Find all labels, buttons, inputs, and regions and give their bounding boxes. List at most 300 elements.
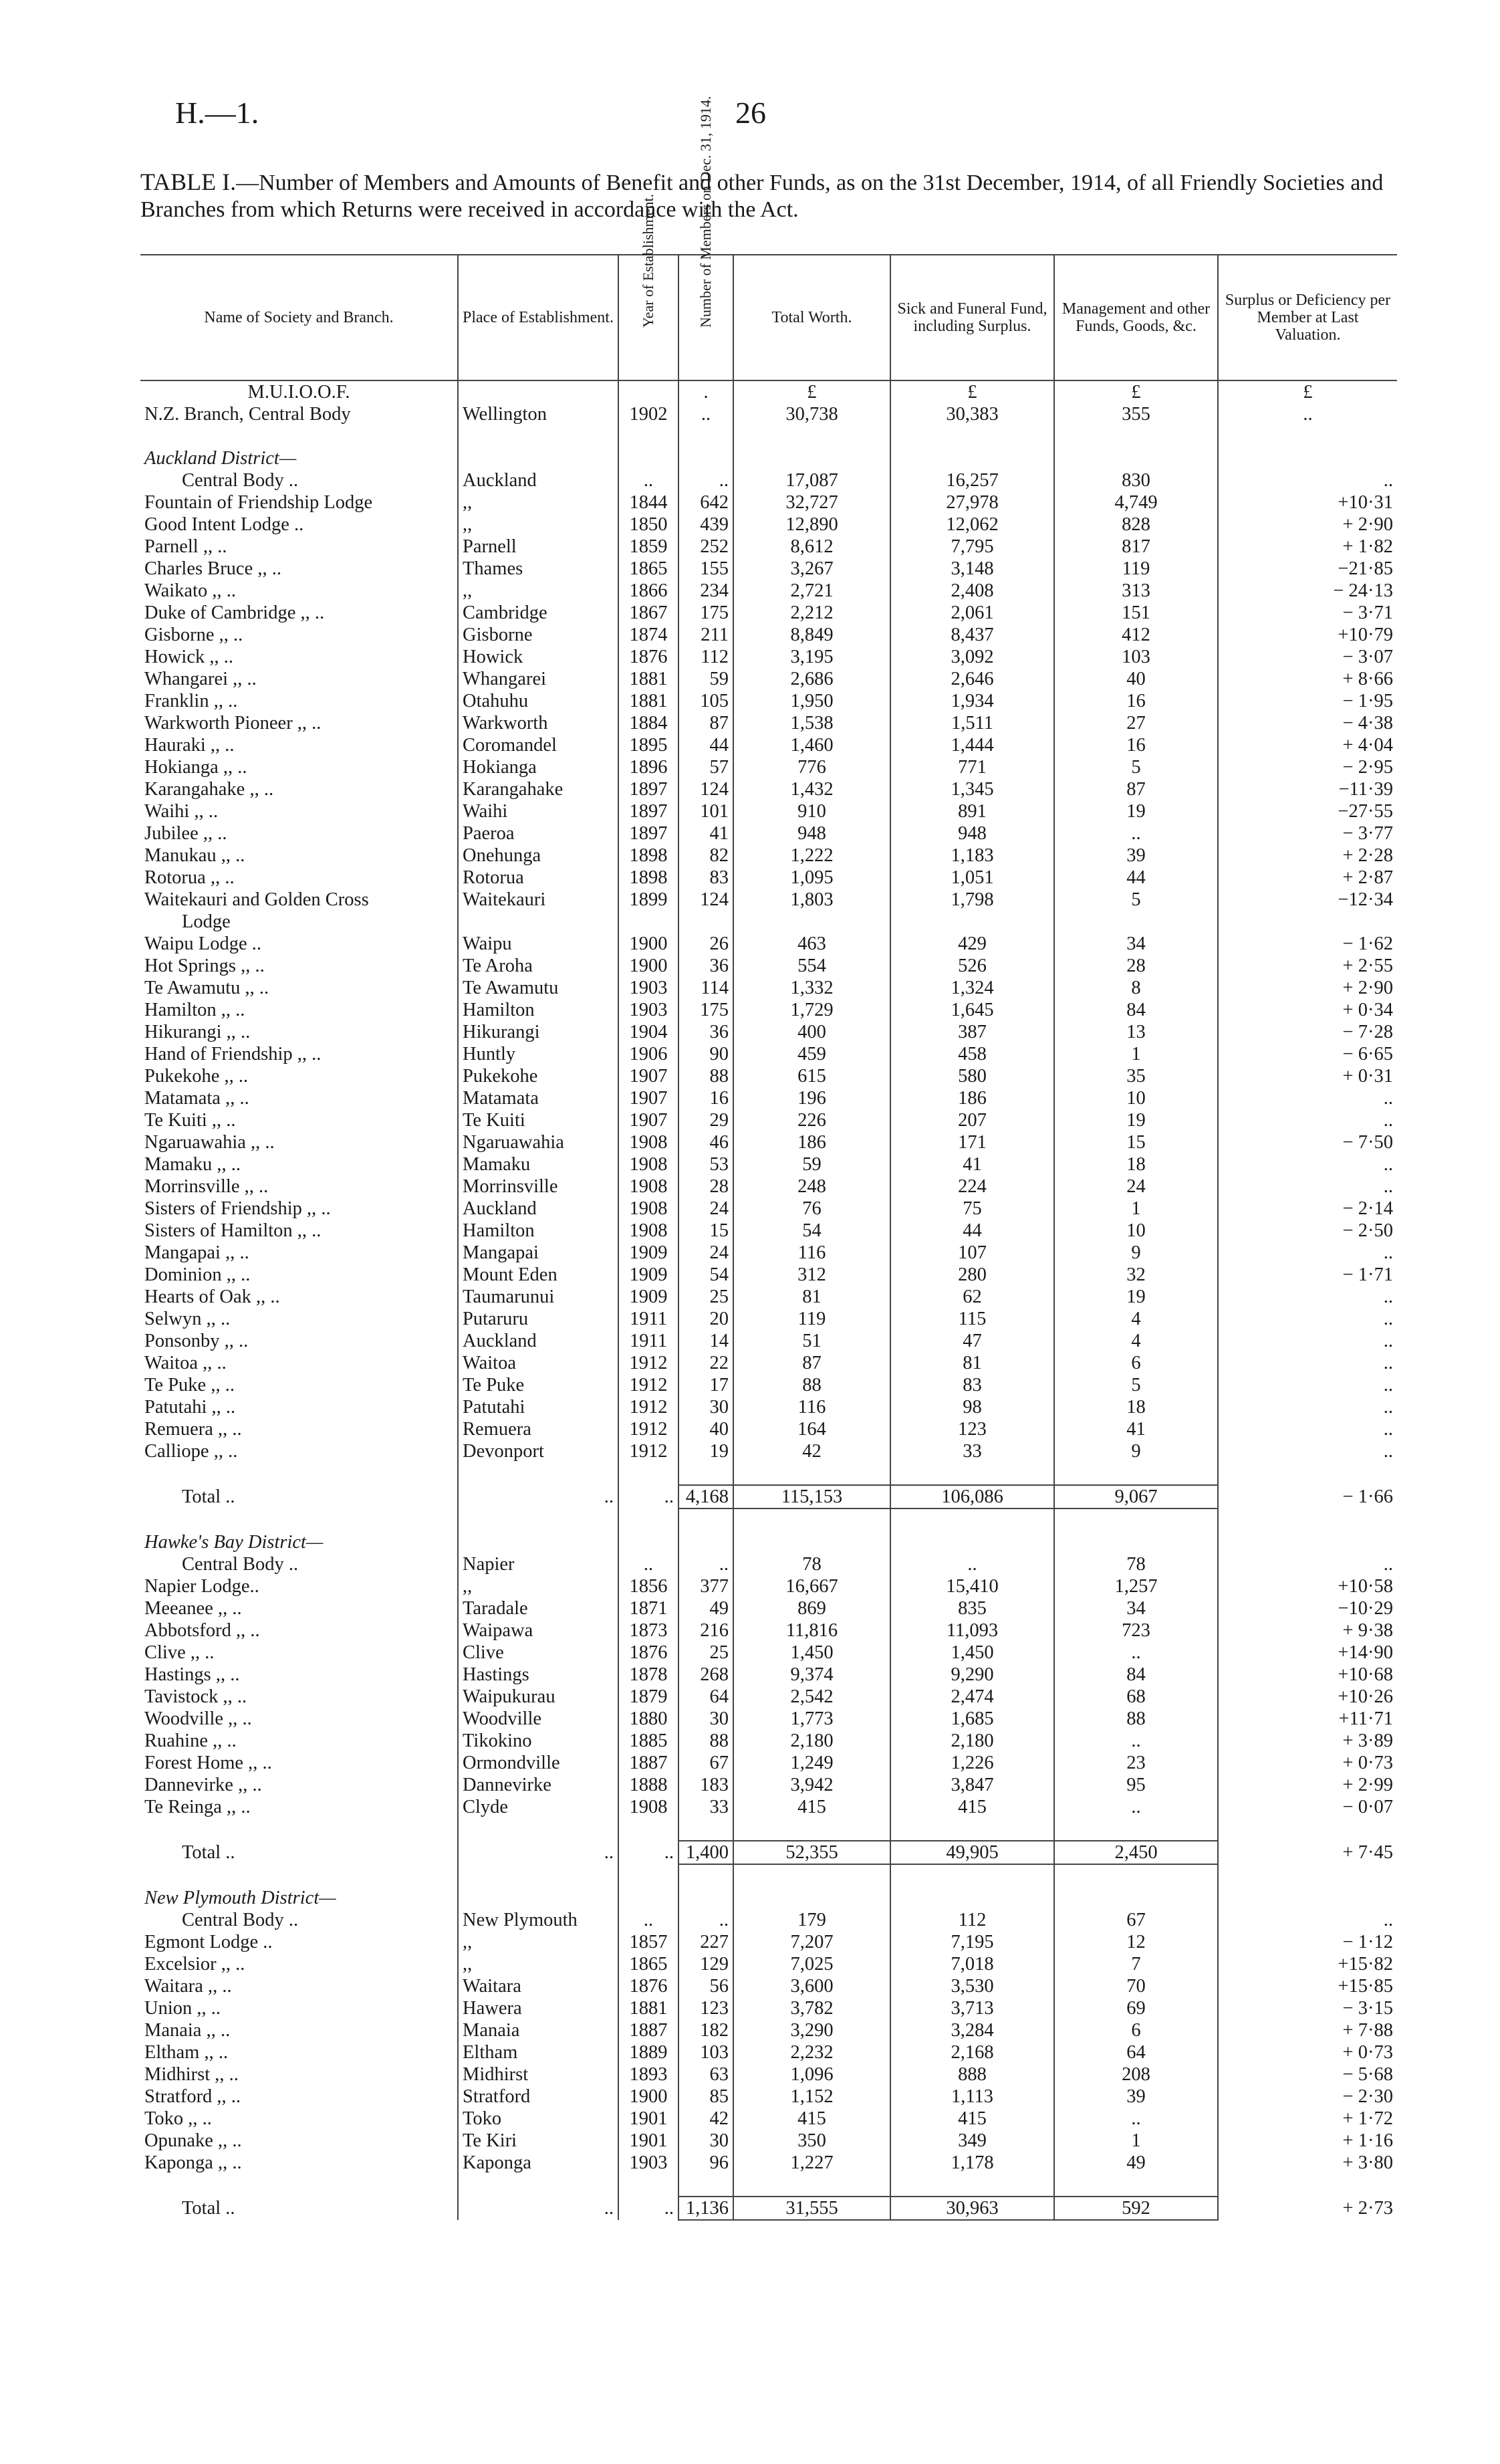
cell-members: 14 [678,1330,733,1352]
cell-year: 1850 [618,514,678,536]
cell-members: 25 [678,1286,733,1308]
cell-worth: 54 [733,1220,890,1242]
cell-year: 1907 [618,1109,678,1131]
cell-name: Egmont Lodge .. [144,1932,273,1952]
cell-place: Waitoa [458,1352,618,1374]
district-heading-row [140,1531,1397,1553]
cell-year: 1887 [618,2019,678,2041]
cell-members: 22 [678,1352,733,1374]
cell-place: Mount Eden [458,1264,618,1286]
cell-place: ,, [458,580,618,602]
spacer-cell [1054,1508,1218,1531]
cell-mgmt: 19 [1054,1109,1218,1131]
cell-place: Waipu [458,933,618,955]
cell-mgmt: 49 [1054,2152,1218,2174]
lodge-row [140,1418,1397,1440]
cell-surplus: − 2·50 [1218,1220,1397,1242]
cell-place: Waitara [458,1975,618,1997]
cell-sick: 1,324 [890,977,1054,999]
cell-worth: 59 [733,1153,890,1175]
lodge-row [140,977,1397,999]
cell-year: 1899 [618,889,678,911]
cell-surplus: .. [1218,1109,1397,1131]
cell-mgmt: 1 [1054,1043,1218,1065]
cell-place: Te Puke [458,1374,618,1396]
cell-mgmt: 10 [1054,1220,1218,1242]
lodge-row [140,668,1397,690]
cell-worth: 1,096 [733,2063,890,2086]
total-mgmt: 592 [1054,2197,1218,2220]
cell-surplus: +10·26 [1218,1686,1397,1708]
central-mgmt: 355 [1054,403,1218,425]
cell-year: 1867 [618,602,678,624]
cell-sick: 3,284 [890,2019,1054,2041]
cell-place: ,, [458,1953,618,1975]
cell-mgmt: 817 [1054,536,1218,558]
cell-name: Fountain of Friendship Lodge [144,492,373,513]
cell-year: 1901 [618,2130,678,2152]
cell-sick: 387 [890,1021,1054,1043]
lodge-row [140,1043,1397,1065]
cell-name: Napier Lodge.. [144,1576,259,1597]
lodge-row [140,2086,1397,2108]
cell-place: Putaruru [458,1308,618,1330]
column-header-row [140,255,1397,380]
cell-year: 1879 [618,1686,678,1708]
cell-members: 44 [678,734,733,756]
cell-place: Manaia [458,2019,618,2041]
cell-name: Franklin ,, .. [144,691,238,711]
lodge-row [140,646,1397,668]
empty-cell [890,1887,1054,1909]
cell-name: Ngaruawahia ,, .. [144,1132,275,1153]
cell-sick: 2,180 [890,1730,1054,1752]
cell-worth: 1,460 [733,734,890,756]
cell-surplus: + 3·89 [1218,1730,1397,1752]
cell-name: Ponsonby ,, .. [144,1331,249,1351]
central-place: Wellington [458,403,618,425]
spacer-cell [890,1818,1054,1841]
cell-worth: 3,267 [733,558,890,580]
cell-sick: 2,474 [890,1686,1054,1708]
cell-members: 90 [678,1043,733,1065]
cell-year: 1897 [618,778,678,800]
cell-surplus: −21·85 [1218,558,1397,580]
cell-surplus: + 2·87 [1218,867,1397,889]
cell-worth: 869 [733,1597,890,1619]
cell-members: 30 [678,1708,733,1730]
cell-members: .. [678,1553,733,1575]
cell-worth: 88 [733,1374,890,1396]
cell-sick: 3,713 [890,1997,1054,2019]
district-heading-row [140,1887,1397,1909]
cell-surplus: .. [1218,1909,1397,1931]
cell-sick: 1,051 [890,867,1054,889]
cell-place: Karangahake [458,778,618,800]
cell-mgmt: 4,749 [1054,491,1218,514]
cell-sick: 771 [890,756,1054,778]
cell-mgmt: 87 [1054,778,1218,800]
lodge-row [140,514,1397,536]
cell-name: Hamilton ,, .. [144,1000,245,1020]
cell-sick: 186 [890,1087,1054,1109]
cell-place: Hamilton [458,999,618,1021]
cell-surplus: −11·39 [1218,778,1397,800]
cell-name: Mamaku ,, .. [144,1154,241,1175]
lodge-row [140,712,1397,734]
cell-mgmt: 830 [1054,469,1218,491]
cell-year: 1900 [618,933,678,955]
cell-surplus: + 3·80 [1218,2152,1397,2174]
cell-mgmt: 84 [1054,999,1218,1021]
cell-year: 1906 [618,1043,678,1065]
cell-surplus: − 24·13 [1218,580,1397,602]
spacer-cell [458,1508,618,1531]
cell-mgmt: 103 [1054,646,1218,668]
cell-year: 1897 [618,822,678,845]
cell-mgmt: 313 [1054,580,1218,602]
cell-worth: 415 [733,1796,890,1818]
cell-name: Toko ,, .. [144,2108,212,2129]
cell-surplus: + 2·90 [1218,514,1397,536]
empty-cell [1054,1887,1218,1909]
cell-worth: 3,782 [733,1997,890,2019]
cell-sick: 1,226 [890,1752,1054,1774]
col-header-name: Name of Society and Branch. [140,255,458,380]
cell-name: Excelsior ,, .. [144,1954,245,1975]
central-surplus: .. [1218,403,1397,425]
cell-worth: 119 [733,1308,890,1330]
lodge-row [140,1352,1397,1374]
empty-cell [678,447,733,469]
total-sick: 106,086 [890,1485,1054,1508]
cell-sick: 2,168 [890,2041,1054,2063]
cell-mgmt: 6 [1054,1352,1218,1374]
cell-members: 268 [678,1664,733,1686]
lodge-row [140,1975,1397,1997]
cell-place: Clive [458,1642,618,1664]
cell-name: Hot Springs ,, .. [144,956,265,976]
cell-worth: 51 [733,1330,890,1352]
cell-surplus: +10·31 [1218,491,1397,514]
lodge-row [140,1752,1397,1774]
lodge-row [140,1708,1397,1730]
spacer-cell [733,1462,890,1485]
cell-worth: 1,950 [733,690,890,712]
empty-cell [1054,1531,1218,1553]
lodge-row [140,1686,1397,1708]
spacer-cell [140,1864,458,1887]
cell-worth: 16,667 [733,1575,890,1597]
cell-worth: 312 [733,1264,890,1286]
spacer-cell [458,425,618,447]
cell-sick: 7,795 [890,536,1054,558]
total-year: .. [618,1841,678,1864]
cell-surplus: .. [1218,1374,1397,1396]
cell-year: 1896 [618,756,678,778]
cell-surplus [1218,911,1397,933]
unit-mgmt: £ [1054,380,1218,403]
cell-mgmt: 35 [1054,1065,1218,1087]
cell-name: Good Intent Lodge .. [144,514,304,535]
lodge-row [140,1575,1397,1597]
cell-worth: 2,542 [733,1686,890,1708]
cell-worth: 1,803 [733,889,890,911]
cell-members: 182 [678,2019,733,2041]
cell-members: 19 [678,1440,733,1462]
lodge-row [140,955,1397,977]
cell-year: 1893 [618,2063,678,2086]
total-sick: 30,963 [890,2197,1054,2220]
cell-place: New Plymouth [458,1909,618,1931]
cell-place: Devonport [458,1440,618,1462]
cell-surplus: + 2·55 [1218,955,1397,977]
unit-members: . [678,380,733,403]
cell-name: Tavistock ,, .. [144,1686,247,1707]
cell-surplus: − 1·95 [1218,690,1397,712]
cell-members: 216 [678,1619,733,1642]
cell-members: 642 [678,491,733,514]
cell-year: 1900 [618,955,678,977]
cell-name: Waikato ,, .. [144,580,237,601]
cell-name: Karangahake ,, .. [144,779,274,800]
cell-name: Gisborne ,, .. [144,625,243,645]
cell-worth: 1,152 [733,2086,890,2108]
district-heading: Hawke's Bay District— [144,1532,324,1553]
lodge-row [140,1308,1397,1330]
cell-members: 53 [678,1153,733,1175]
cell-mgmt: 34 [1054,933,1218,955]
spacer-cell [1218,1864,1397,1887]
spacer-cell [678,2174,733,2197]
cell-sick: 1,645 [890,999,1054,1021]
col-header-members [678,96,733,380]
cell-members: 17 [678,1374,733,1396]
cell-year: 1908 [618,1153,678,1175]
cell-members: 175 [678,999,733,1021]
cell-surplus: − 7·28 [1218,1021,1397,1043]
cell-members: 82 [678,845,733,867]
cell-worth: 42 [733,1440,890,1462]
cell-worth: 81 [733,1286,890,1308]
lodge-row [140,999,1397,1021]
cell-name: Meeanee ,, .. [144,1598,242,1619]
cell-place: ,, [458,1931,618,1953]
cell-mgmt: 19 [1054,800,1218,822]
cell-year: 1866 [618,580,678,602]
cell-members [678,911,733,933]
empty-cell [733,1887,890,1909]
cell-place: Clyde [458,1796,618,1818]
cell-members: 24 [678,1198,733,1220]
cell-sick: 1,113 [890,2086,1054,2108]
cell-year: 1903 [618,999,678,1021]
cell-members: 85 [678,2086,733,2108]
cell-name: Duke of Cambridge ,, .. [144,602,325,623]
cell-surplus: − 3·77 [1218,822,1397,845]
cell-year: 1912 [618,1440,678,1462]
cell-worth: 948 [733,822,890,845]
cell-sick: 47 [890,1330,1054,1352]
total-year: .. [618,1485,678,1508]
district-spacer [140,425,1397,447]
lodge-row [140,1619,1397,1642]
col-header-members-text: Number of Members on Dec. 31, 1914. [697,96,714,328]
cell-worth: 2,686 [733,668,890,690]
cell-name: Lodge [182,911,231,932]
cell-place: Mangapai [458,1242,618,1264]
cell-worth: 910 [733,800,890,822]
spacer-cell [733,2174,890,2197]
lodge-row [140,1220,1397,1242]
cell-year: 1908 [618,1796,678,1818]
table-body [140,380,1397,2220]
spacer-cell [140,2174,458,2197]
cell-mgmt: 34 [1054,1597,1218,1619]
cell-surplus: +14·90 [1218,1642,1397,1664]
cell-worth: 78 [733,1553,890,1575]
cell-members: 67 [678,1752,733,1774]
cell-mgmt: .. [1054,1730,1218,1752]
cell-place: Cambridge [458,602,618,624]
cell-place: Waipawa [458,1619,618,1642]
cell-name: Abbotsford ,, .. [144,1620,260,1641]
spacer-cell [733,1864,890,1887]
lodge-row [140,1642,1397,1664]
cell-mgmt: 9 [1054,1440,1218,1462]
cell-place: Taumarunui [458,1286,618,1308]
cell-name: Midhirst ,, .. [144,2064,239,2085]
cell-place: Waihi [458,800,618,822]
cell-members: .. [678,1909,733,1931]
cell-name: Central Body .. [182,470,299,491]
cell-mgmt: 6 [1054,2019,1218,2041]
cell-surplus: −12·34 [1218,889,1397,911]
cell-worth: 1,773 [733,1708,890,1730]
cell-surplus: + 1·72 [1218,2108,1397,2130]
cell-surplus: + 0·73 [1218,2041,1397,2063]
cell-members: 20 [678,1308,733,1330]
cell-surplus: − 3·15 [1218,1997,1397,2019]
cell-place: Paeroa [458,822,618,845]
cell-worth: 3,942 [733,1774,890,1796]
empty-cell [618,1887,678,1909]
lodge-row [140,778,1397,800]
empty-cell [678,1531,733,1553]
cell-name: Union ,, .. [144,1998,221,2019]
cell-sick: 1,183 [890,845,1054,867]
cell-place: Stratford [458,2086,618,2108]
lodge-row [140,756,1397,778]
cell-place: Midhirst [458,2063,618,2086]
lodge-row [140,1131,1397,1153]
cell-surplus: .. [1218,1153,1397,1175]
cell-sick: 7,195 [890,1931,1054,1953]
cell-surplus: −10·29 [1218,1597,1397,1619]
cell-members: 227 [678,1931,733,1953]
cell-year: 1901 [618,2108,678,2130]
cell-name: Waitekauri and Golden Cross [144,889,369,910]
cell-worth: 2,180 [733,1730,890,1752]
cell-place: Thames [458,558,618,580]
cell-sick: 349 [890,2130,1054,2152]
cell-mgmt: 5 [1054,756,1218,778]
lodge-row [140,2041,1397,2063]
cell-name: Jubilee ,, .. [144,823,227,844]
cell-members: 155 [678,558,733,580]
col-header-sick: Sick and Funeral Fund, including Surplus. [890,255,1054,380]
cell-place: Hamilton [458,1220,618,1242]
cell-name: Eltham ,, .. [144,2042,229,2063]
lodge-row [140,867,1397,889]
cell-worth: 7,207 [733,1931,890,1953]
cell-surplus: − 2·14 [1218,1198,1397,1220]
lodge-row [140,491,1397,514]
cell-surplus: .. [1218,1396,1397,1418]
cell-worth: 1,538 [733,712,890,734]
cell-mgmt: 5 [1054,889,1218,911]
lodge-row [140,1931,1397,1953]
cell-members: 29 [678,1109,733,1131]
cell-name: Waipu Lodge .. [144,933,261,954]
cell-surplus: + 0·73 [1218,1752,1397,1774]
central-members: .. [678,403,733,425]
cell-surplus: +11·71 [1218,1708,1397,1730]
cell-year: 1911 [618,1308,678,1330]
lodge-row [140,1264,1397,1286]
cell-members: 183 [678,1774,733,1796]
empty-cell [618,447,678,469]
spacer-cell [618,1508,678,1531]
cell-members: .. [678,469,733,491]
spacer-cell [140,1508,458,1531]
col-header-worth: Total Worth. [733,255,890,380]
cell-sick: 8,437 [890,624,1054,646]
cell-mgmt: 7 [1054,1953,1218,1975]
unit-surplus: £ [1218,380,1397,403]
cell-worth: 615 [733,1065,890,1087]
district-spacer [140,1508,1397,1531]
cell-surplus: .. [1218,1308,1397,1330]
cell-year: 1881 [618,668,678,690]
cell-sick: 888 [890,2063,1054,2086]
cell-members: 15 [678,1220,733,1242]
cell-year: .. [618,1909,678,1931]
cell-surplus: + 2·99 [1218,1774,1397,1796]
cell-name: Hastings ,, .. [144,1664,240,1685]
cell-name: Clive ,, .. [144,1642,215,1663]
district-spacer [140,1864,1397,1887]
cell-surplus: + 2·28 [1218,845,1397,867]
cell-year: 1857 [618,1931,678,1953]
cell-sick: 12,062 [890,514,1054,536]
table-caption-text: —Number of Members and Amounts of Benefit and other Funds, as on the 31st December, 1914, of all Friendly Societies and Branches from which Returns were received in accordance with the Act. [140,171,1384,222]
lodge-row [140,1109,1397,1131]
empty-cell [1218,1531,1397,1553]
cell-surplus: − 5·68 [1218,2063,1397,2086]
report-code: H.—1. [175,96,259,130]
cell-sick: 3,092 [890,646,1054,668]
cell-year: 1865 [618,1953,678,1975]
cell-members: 211 [678,624,733,646]
spacer-cell [458,2174,618,2197]
col-header-year [618,193,678,380]
cell-mgmt: 723 [1054,1619,1218,1642]
cell-name: Kaponga ,, .. [144,2152,242,2173]
lodge-row [140,1330,1397,1352]
cell-surplus: +10·58 [1218,1575,1397,1597]
spacer-cell [1218,1462,1397,1485]
